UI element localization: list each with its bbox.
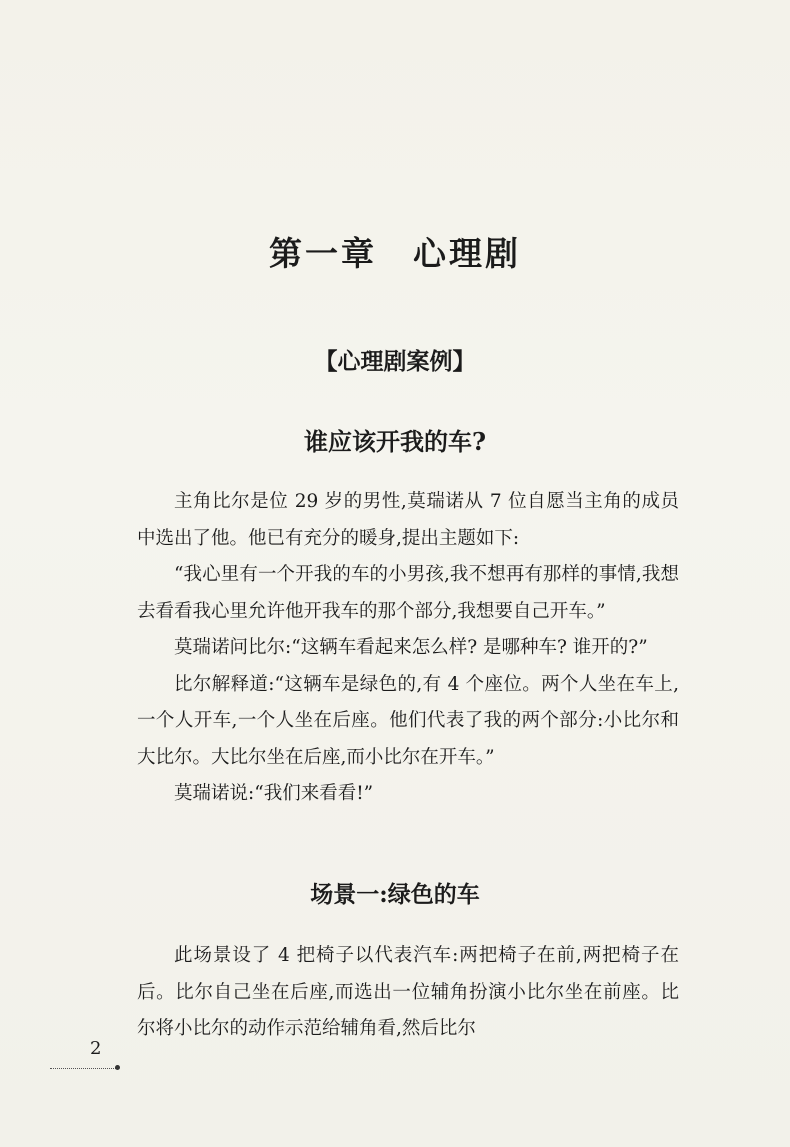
paragraph: “我心里有一个开我的车的小男孩,我不想再有那样的事情,我想去看看我心里允许他开我车的那个部分,我想要自己开车。” <box>137 564 679 622</box>
case-title: 谁应该开我的车? <box>303 427 487 456</box>
footer-dotted-rule <box>50 1068 116 1069</box>
chapter-title <box>0 228 790 275</box>
page-number: 2 <box>90 1038 102 1059</box>
paragraph: 比尔解释道:“这辆车是绿色的,有 4 个座位。两个人坐在车上,一个人开车,一个人坐在后座。他们代表了我的两个部分:小比尔和大比尔。大比尔坐在后座,而小比尔在开车。” <box>137 673 679 768</box>
footer-dot <box>115 1065 120 1070</box>
case-body <box>137 484 679 813</box>
chapter-number: 第一章 <box>269 234 377 273</box>
section-heading: 【心理剧案例】 <box>314 349 476 375</box>
scene-body <box>137 938 679 1048</box>
paragraph: 莫瑞诺说:“我们来看看!” <box>174 783 374 804</box>
paragraph: 此场景设了 4 把椅子以代表汽车:两把椅子在前,两把椅子在后。比尔自己坐在后座,而选出一位辅角扮演小比尔坐在前座。比尔将小比尔的动作示范给辅角看,然后比尔 <box>137 945 679 1039</box>
paragraph: 主角比尔是位 29 岁的男性,莫瑞诺从 7 位自愿当主角的成员中选出了他。他已有充分的暖身,提出主题如下: <box>137 491 679 549</box>
scene-title: 场景一:绿色的车 <box>310 881 480 908</box>
paragraph: 莫瑞诺问比尔:“这辆车看起来怎么样? 是哪种车? 谁开的?” <box>174 637 648 658</box>
chapter-name: 心理剧 <box>413 234 521 273</box>
